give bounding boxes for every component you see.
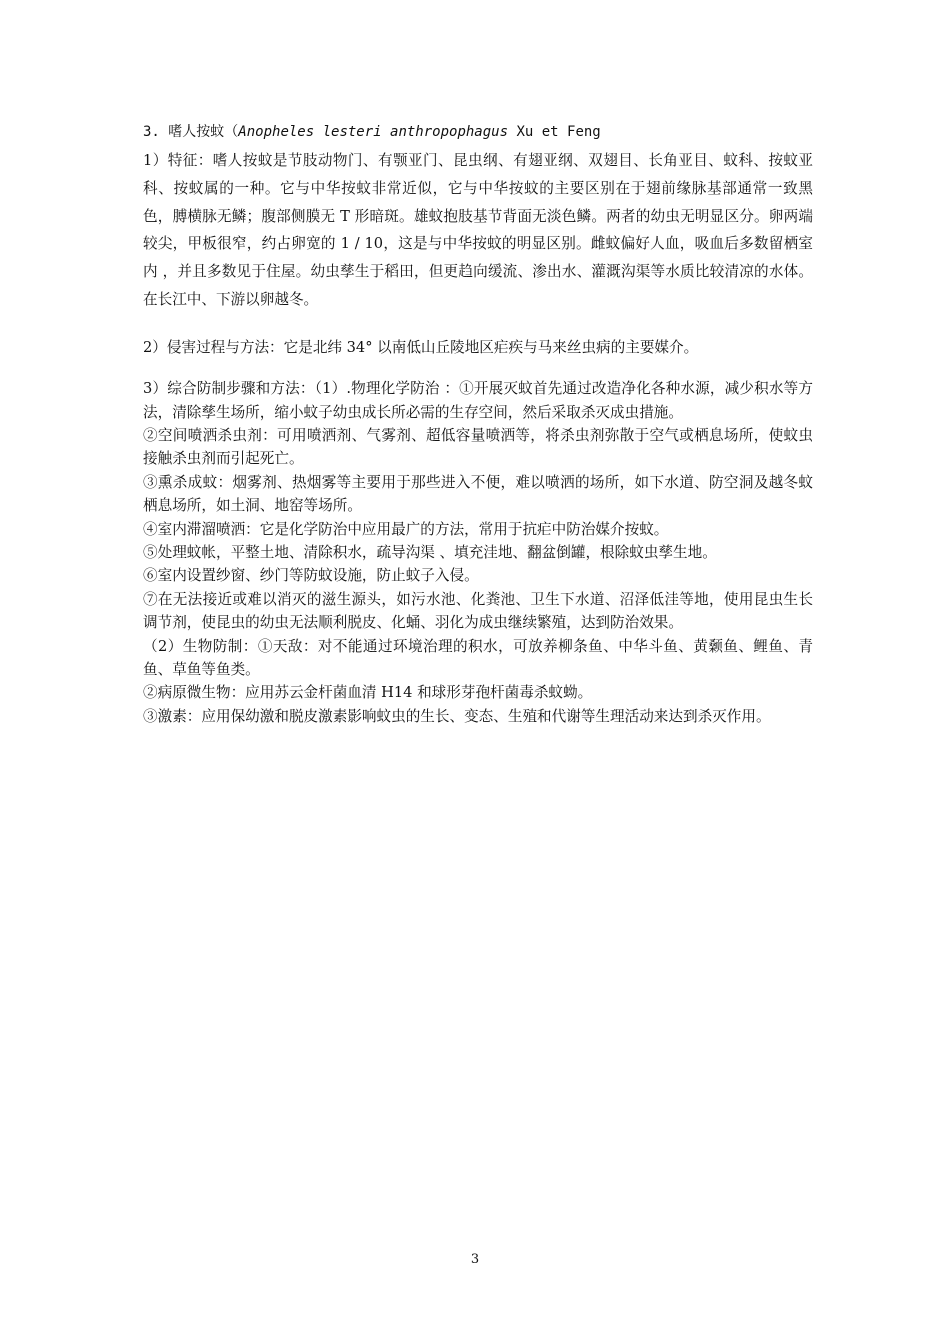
control-item-spray: ②空间喷洒杀虫剂：可用喷洒剂、气雾剂、超低容量喷洒等，将杀虫剂弥散于空气或栖息场所，使蚊虫接触杀虫剂而引起死亡。	[143, 427, 813, 468]
section-heading	[143, 117, 813, 147]
bio-control-microbes: ②病原微生物：应用苏云金杆菌血清 H14 和球形芽孢杆菌毒杀蚊蚴。	[143, 684, 593, 702]
bio-control-intro: （2）生物防制：①天敌：对不能通过环境治理的积水，可放养柳条鱼、中华斗鱼、黄颡鱼、鲤鱼、青鱼、草鱼等鱼类。	[143, 637, 813, 679]
control-item-nets: ⑤处理蚊帐，平整土地、清除积水，疏导沟渠 、填充洼地、翻盆倒罐，根除蚊虫孳生地。	[143, 544, 717, 562]
heading-prefix: 3. 嗜人按蚊（	[143, 124, 239, 140]
heading-suffix: Xu et Feng	[508, 124, 601, 140]
heading-latin-name: Anopheles lesteri anthropophagus	[238, 124, 509, 140]
control-item-fumigation: ③熏杀成蚊：烟雾剂、热烟雾等主要用于那些进入不便，难以喷洒的场所，如下水道、防空洞及越冬蚊栖息场所，如土洞、地窑等场所。	[143, 473, 813, 515]
page-number: 3	[470, 1252, 480, 1267]
bio-control-hormones: ③激素：应用保幼激和脱皮激素影响蚊虫的生长、变态、生殖和代谢等生理活动来达到杀灭作用。	[143, 707, 771, 725]
control-intro-paragraph: 3）综合防制步骤和方法：（1）.物理化学防治 ：①开展灭蚊首先通过改造净化各种水源，减少积水等方法，清除孳生场所，缩小蚊子幼虫成长所必需的生存空间，然后采取杀灭成虫措施。	[143, 380, 813, 421]
characteristics-paragraph: 1）特征：嗜人按蚊是节肢动物门、有颚亚门、昆虫纲、有翅亚纲、双翅目、长角亚目、蚊科、按蚊亚科、按蚊属的一种。它与中华按蚊非常近似，它与中华按蚊的主要区别在于翅前缘脉基部通常一致黑色，膊横脉无鳞；腹部侧膜无 T 形暗斑。雄蚊抱肢基节背面无淡色鳞。两者的幼虫无明显区分。卵两端较尖，甲板很窄，约占卵宽的 1 / 10，这是与中华按蚊的明显区别。雌蚊偏好人血，吸血后多数留栖室内 ，并且多数见于住屋。幼虫孳生于稻田，但更趋向缓流、渗出水、灌溉沟渠等水质比较清凉的水体。在长江中、下游以卵越冬。	[143, 152, 813, 308]
infection-paragraph: 2）侵害过程与方法：它是北纬 34° 以南低山丘陵地区疟疾与马来丝虫病的主要媒介。	[143, 338, 699, 356]
document-body	[143, 117, 813, 728]
control-item-indoor-spray: ④室内滞溜喷洒：它是化学防治中应用最广的方法，常用于抗疟中防治媒介按蚊。	[143, 520, 669, 538]
control-item-screens: ⑥室内设置纱窗、纱门等防蚊设施，防止蚊子入侵。	[143, 567, 479, 585]
control-item-growth-regulator: ⑦在无法接近或难以消灭的滋生源头，如污水池、化粪池、卫生下水道、沼泽低洼等地，使用昆虫生长调节剂，使昆虫的幼虫无法顺利脱皮、化蛹、羽化为成虫继续繁殖，达到防治效果。	[143, 590, 813, 632]
